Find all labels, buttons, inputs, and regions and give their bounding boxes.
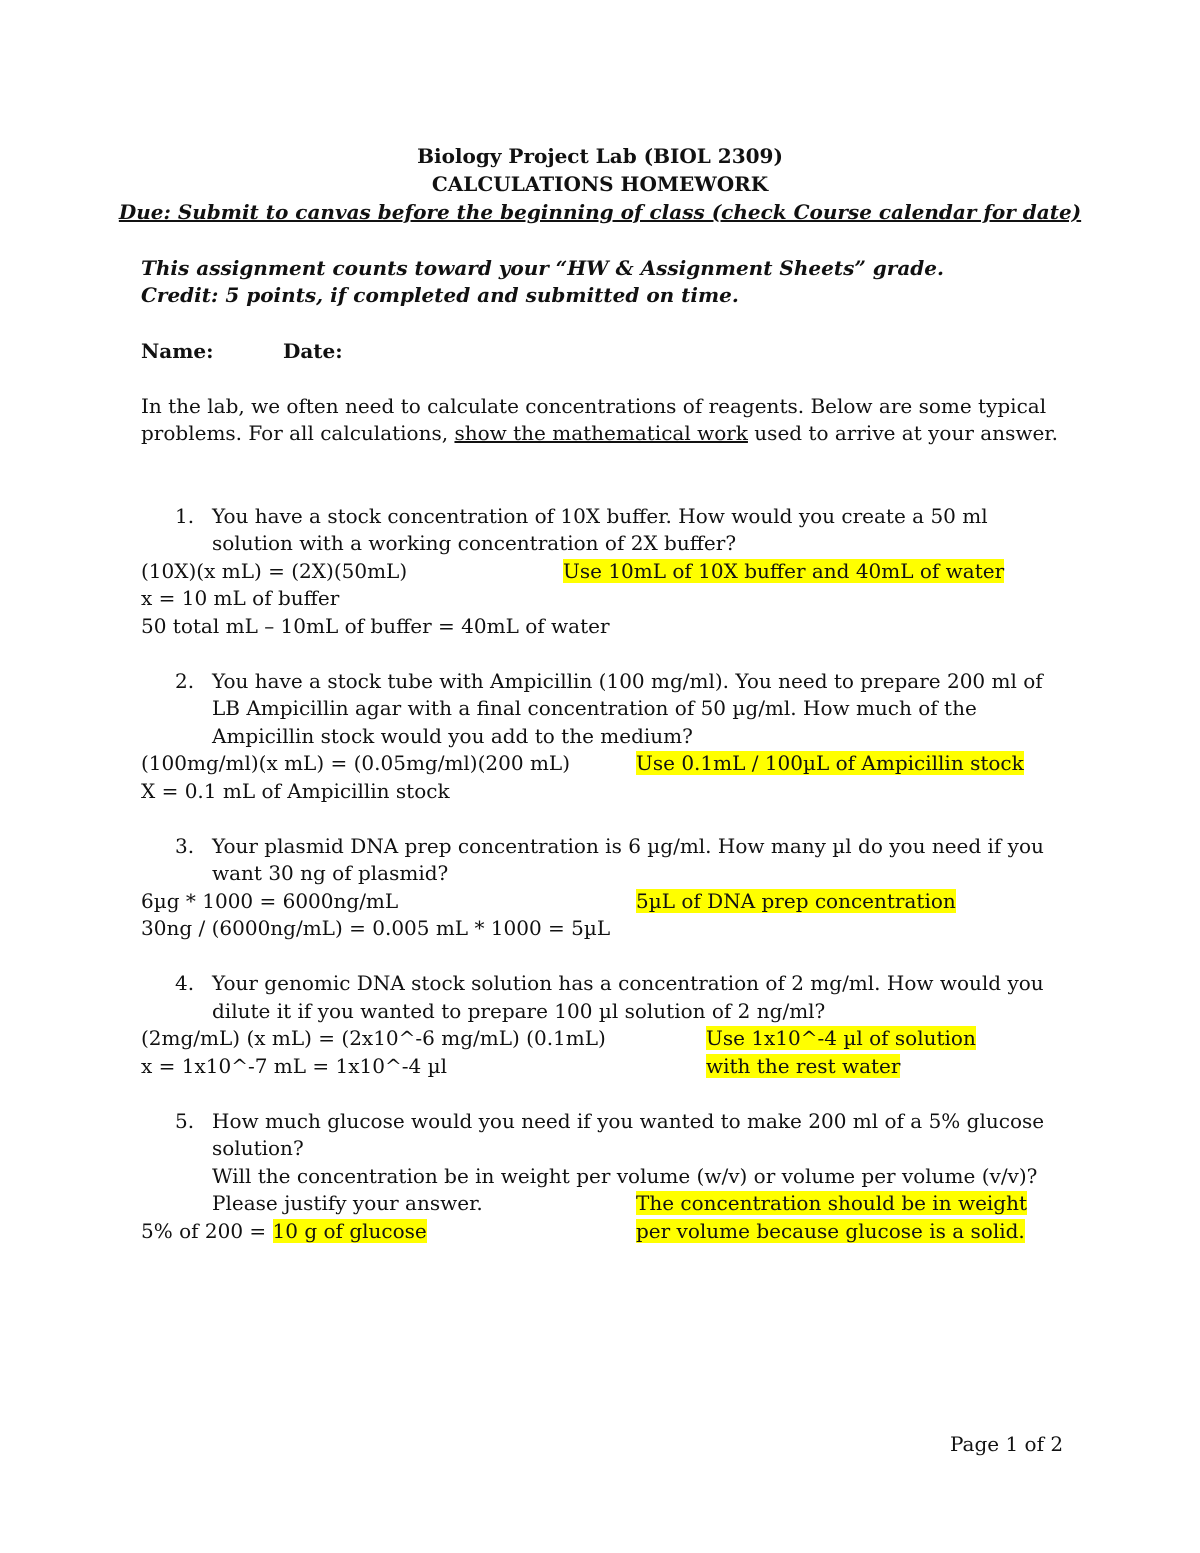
answer-highlight (706, 1025, 976, 1051)
answer-text: 5µL of DNA prep concentration (636, 889, 956, 913)
question-text: LB Ampicillin agar with a final concentration of 50 µg/ml. How much of the (212, 696, 977, 720)
answer-text: The concentration should be in weight (636, 1191, 1028, 1215)
work-line: X = 0.1 mL of Ampicillin stock (141, 779, 450, 803)
page-number: Page 1 of 2 (950, 1432, 1064, 1456)
question-number: 5. (175, 1109, 195, 1133)
question-text: Please justify your answer. (212, 1191, 483, 1215)
question-text: solution? (212, 1136, 304, 1160)
question-text: dilute it if you wanted to prepare 100 µl solution of 2 ng/ml? (212, 999, 826, 1023)
work-line: 30ng / (6000ng/mL) = 0.005 mL * 1000 = 5µL (141, 916, 611, 940)
work-line: (10X)(x mL) = (2X)(50mL) (141, 559, 408, 583)
question-text: How much glucose would you need if you wanted to make 200 ml of a 5% glucose (212, 1109, 1045, 1133)
answer-highlight (706, 1053, 900, 1079)
answer-highlight (636, 888, 956, 914)
work-line: (2mg/mL) (x mL) = (2x10^-6 mg/mL) (0.1mL) (141, 1026, 606, 1050)
question-text: Ampicillin stock would you add to the medium? (212, 724, 693, 748)
question-number: 3. (175, 834, 195, 858)
work-line: (100mg/ml)(x mL) = (0.05mg/ml)(200 mL) (141, 751, 570, 775)
due-text: Due: Submit to canvas before the beginning of class (check Course calendar for date) (118, 200, 1082, 224)
answer-highlight (636, 1190, 1027, 1216)
answer-text: Use 0.1mL / 100µL of Ampicillin stock (636, 751, 1024, 775)
answer-text: with the rest water (706, 1054, 901, 1078)
question-number: 2. (175, 669, 195, 693)
name-label: Name: (141, 339, 214, 363)
question-text: Your plasmid DNA prep concentration is 6 µg/ml. How many µl do you need if you (212, 834, 1044, 858)
intro-emphasis: show the mathematical work (454, 421, 748, 445)
work-line (141, 1218, 427, 1244)
work-line: x = 10 mL of buffer (141, 586, 340, 610)
answer-highlight (636, 750, 1024, 776)
question-text: Will the concentration be in weight per volume (w/v) or volume per volume (v/v)? (212, 1164, 1038, 1188)
document-title: Biology Project Lab (BIOL 2309) (417, 144, 783, 168)
answer-highlight (563, 558, 1004, 584)
answer-highlight (636, 1218, 1025, 1244)
answer-text: Use 1x10^-4 µl of solution (706, 1026, 976, 1050)
question-text: You have a stock tube with Ampicillin (100 mg/ml). You need to prepare 200 ml of (212, 669, 1043, 693)
question-number: 4. (175, 971, 195, 995)
answer-text: per volume because glucose is a solid. (636, 1219, 1025, 1243)
work-line: 50 total mL – 10mL of buffer = 40mL of water (141, 614, 610, 638)
answer-text: 10 g of glucose (272, 1219, 427, 1243)
grade-notice: This assignment counts toward your “HW & Assignment Sheets” grade. (141, 256, 944, 280)
intro-line-1: In the lab, we often need to calculate concentrations of reagents. Below are some typical (141, 394, 1047, 418)
question-text: solution with a working concentration of 2X buffer? (212, 531, 737, 555)
date-label: Date: (283, 339, 343, 363)
intro-text-end: used to arrive at your answer. (747, 421, 1059, 445)
intro-line-2 (141, 420, 1058, 446)
work-text: 5% of 200 = (141, 1219, 273, 1243)
intro-text: problems. For all calculations, (141, 421, 455, 445)
answer-text: Use 10mL of 10X buffer and 40mL of water (563, 559, 1005, 583)
work-line: 6µg * 1000 = 6000ng/mL (141, 889, 399, 913)
question-text: You have a stock concentration of 10X buffer. How would you create a 50 ml (212, 504, 988, 528)
question-text: Your genomic DNA stock solution has a concentration of 2 mg/ml. How would you (212, 971, 1044, 995)
document-subtitle: CALCULATIONS HOMEWORK (431, 172, 769, 196)
work-line: x = 1x10^-7 mL = 1x10^-4 µl (141, 1054, 447, 1078)
due-notice (0, 199, 1200, 225)
question-number: 1. (175, 504, 195, 528)
credit-notice: Credit: 5 points, if completed and submitted on time. (141, 283, 739, 307)
question-text: want 30 ng of plasmid? (212, 861, 449, 885)
